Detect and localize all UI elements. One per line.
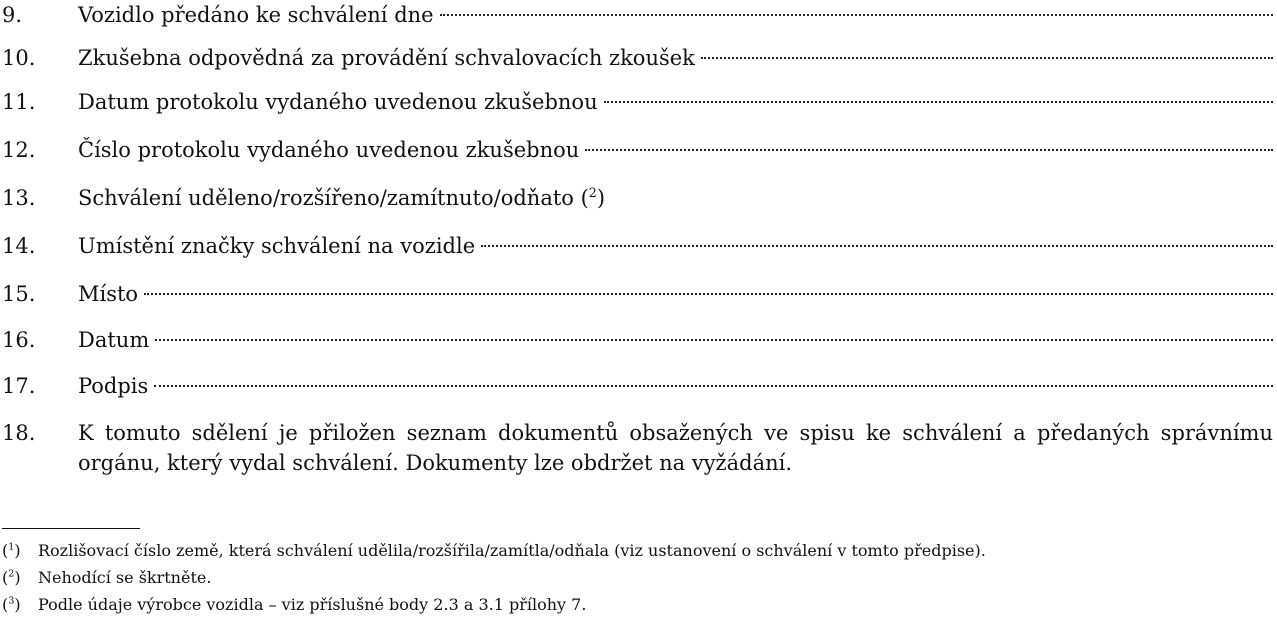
item-row (78, 135, 1273, 165)
item-paragraph: K tomuto sdělení je přiložen seznam dokumentů obsažených ve spisu ke schválení a předaných správnímu orgánu, který vydal schválení. Dokumenty lze obdržet na vyžádání. (78, 421, 1273, 475)
fill-in-dotted-line[interactable] (604, 99, 1273, 103)
item-label: Podpis (78, 374, 149, 398)
fill-in-dotted-line[interactable] (585, 147, 1273, 151)
item-label: Vozidlo předáno ke schválení dne (78, 3, 434, 27)
fill-in-dotted-line[interactable] (440, 12, 1273, 16)
footnote-reference: 2 (588, 185, 597, 200)
item-label: Datum protokolu vydaného uvedenou zkušebnou (78, 90, 598, 114)
item-number: 18. (2, 421, 36, 445)
item-label: Místo (78, 282, 139, 306)
item-label (78, 183, 611, 213)
item-row (78, 43, 1273, 73)
fill-in-dotted-line[interactable] (481, 243, 1273, 247)
item-number: 14. (2, 234, 36, 258)
fill-in-dotted-line[interactable] (144, 291, 1273, 295)
item-row (78, 371, 1273, 401)
item-label: Umístění značky schválení na vozidle (78, 234, 476, 258)
item-row (78, 87, 1273, 117)
item-label: Datum (78, 328, 150, 352)
footnote-text: Podle údaje výrobce vozidla – viz příslušné body 2.3 a 3.1 přílohy 7. (38, 595, 587, 614)
footnote-separator (2, 528, 140, 529)
footnote-marker: ($^3$) (2, 595, 21, 614)
item-number: 11. (2, 90, 36, 114)
item-label-close: ) (596, 186, 606, 210)
footnote-marker: ($^1$) (2, 541, 21, 560)
item-number: 15. (2, 282, 36, 306)
item-label: Zkušebna odpovědná za provádění schvalovacích zkoušek (78, 46, 695, 70)
item-number: 12. (2, 138, 36, 162)
item-label-text: Schválení uděleno/rozšířeno/zamítnuto/odňato ( (78, 186, 589, 210)
footnote-text: Nehodící se škrtněte. (38, 568, 212, 587)
item-row (78, 183, 1273, 213)
item-row (78, 279, 1273, 309)
footnote-marker: ($^2$) (2, 568, 21, 587)
fill-in-dotted-line[interactable] (154, 383, 1273, 387)
item-number: 9. (2, 3, 23, 27)
fill-in-dotted-line[interactable] (701, 55, 1273, 59)
item-number: 17. (2, 374, 36, 398)
item-label: Číslo protokolu vydaného uvedenou zkušebnou (78, 138, 580, 162)
item-row (78, 231, 1273, 261)
item-number: 16. (2, 328, 36, 352)
item-number: 13. (2, 186, 36, 210)
fill-in-dotted-line[interactable] (155, 337, 1273, 341)
item-number: 10. (2, 46, 36, 70)
item-row (78, 0, 1273, 30)
footnote-text: Rozlišovací číslo země, která schválení udělila/rozšířila/zamítla/odňala (viz ustanovení o schválení v tomto předpise). (38, 541, 986, 560)
item-row (78, 325, 1273, 355)
